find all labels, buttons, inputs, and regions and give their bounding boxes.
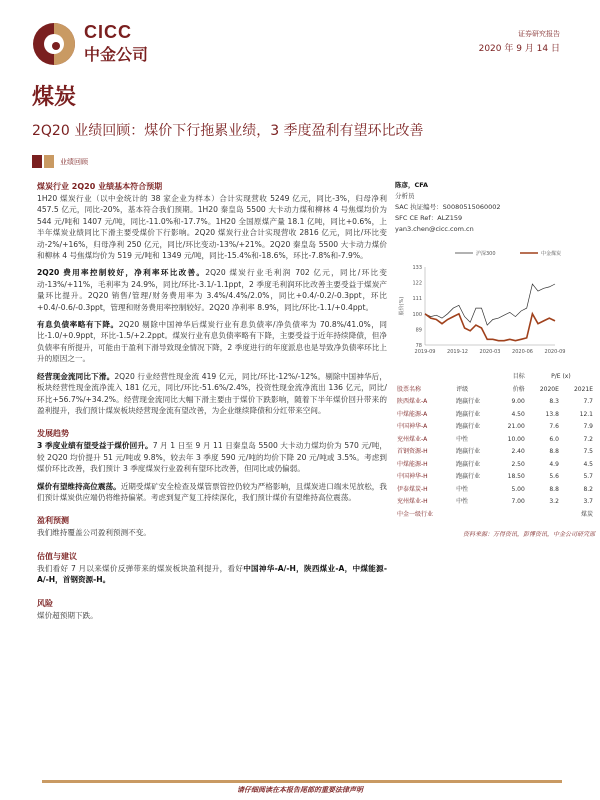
table-row [395,446,595,459]
table-cell: 中性 [456,435,469,443]
legend-label: 沪深300 [476,251,496,257]
stock-name[interactable]: 中金一级行业 [397,510,434,518]
chart-source: 资料来源：万得资讯，彭博资讯，中金公司研究部 [462,531,595,538]
sidebar [395,180,595,539]
section-heading: 风险 [37,598,53,608]
logo-text-cn: 中金公司 [84,45,149,64]
report-title: 2Q20 业绩回顾：煤价下行拖累业绩，3 季度盈利有望环比改善 [32,123,424,139]
table-row [395,471,595,484]
header-pe: P/E (x) [551,373,571,381]
paragraph: 煤价超预期下跌。 [37,610,98,620]
cicc-logo [32,22,162,72]
table-cell: 5.00 [511,485,525,493]
table-cell: 8.8 [549,485,559,493]
table-cell [527,509,561,522]
column-header: 价格 [512,385,525,393]
table-cell: 7.2 [583,435,593,443]
table-cell: 13.8 [545,410,559,418]
paragraph [37,319,387,365]
table-cell: 跑赢行业 [456,423,481,431]
stock-name[interactable]: 伊泰煤炭-H [397,485,428,493]
table-cell [454,509,495,522]
table-row [395,496,595,509]
paragraph-text: 2Q20 煤炭行业毛利润 702 亿元，同比/环比变动-13%/+11%，毛利率为 24.9%，同比/环比-3.1/-1.1ppt，2 季度毛利润环比改善主要受益于煤炭产量环比提升。2Q20 销售/管理/财务费用率为 3.4%/4.4%/2.0%，同比+0.4/-0.2/-0.3ppt，环比+0.4/-0.6/-0.3ppt，管理和财务费用率控制较好。2Q20 净利率 8.9%，同比/环比-1.1/+0.4ppt。 [37,268,387,312]
paragraph-text: 7 月 1 日至 9 月 11 日秦皇岛 5500 大卡动力煤均价为 570 元/吨，较 2Q20 均价提升 51 元/吨或 9.8%，较去年 3 季度 590 元/吨的均价下降 20 元/吨或 3.5%。考虑到煤价环比改善，我们预计 3 季度煤炭行业盈利有望环比改善，但同比或仍偏弱。 [37,441,387,474]
table-cell: 7.6 [549,423,559,431]
paragraph-text: 近期受煤矿安全检查及煤管票管控仍较为严格影响，且煤炭进口端未见放松，我们预计煤炭供应端仍将维持偏紧。考虑到复产复工持续深化，我们预计煤价有望维持高位震荡。 [37,481,387,502]
footer-disclaimer: 请仔细阅读在本报告尾部的重要法律声明 [237,786,363,794]
stock-name[interactable]: 中国神华-H [397,473,428,481]
table-cell: 4.9 [549,460,559,468]
table-cell: 跑赢行业 [456,410,481,418]
table-row [395,421,595,434]
table-row [395,509,595,522]
table-cell: 7.7 [583,398,593,406]
report-type: 证券研究报告 [518,30,560,38]
table-cell: 4.50 [511,410,525,418]
industry-title: 煤炭 [32,84,77,110]
paragraph [37,267,387,313]
paragraph [37,481,387,504]
section-heading: 煤炭行业 2Q20 业绩基本符合预期 [37,182,163,191]
table-cell: 中性 [456,485,469,493]
table-cell: 3.2 [549,498,559,506]
table-row [395,434,595,447]
table-row [395,409,595,422]
header-target: 目标 [512,373,525,381]
table-cell: 5.6 [549,473,559,481]
table-cell: 6.0 [549,435,559,443]
y-axis-label: 股价(%) [399,296,405,316]
y-tick-label: 122 [412,280,422,287]
table-cell: 9.00 [511,398,525,406]
y-tick-label: 100 [412,311,422,318]
stock-name[interactable]: 首钢资源-H [397,448,428,456]
y-tick-label: 89 [415,327,422,334]
footer-divider [42,780,562,783]
paragraph: 1H20 煤炭行业（以中金统计的 38 家企业为样本）合计实现营收 5249 亿元，同比-3%，归母净利 457.5 亿元，同比-20%，基本符合我们预期。1H20 秦皇岛 5500 大卡动力煤和柳林 4 号焦煤均价为 544 元/吨和 1407 元/吨，同比-11.0%和-17.7%。1H20 全国原煤产量 18.1 亿吨，同比+0.6%，上半年煤炭业绩同比下滑主要受煤价下行影响。2Q20 煤炭行业合计实现营收 2816 亿元，同比/环比变动-2%/+16%，归母净利 250 亿元，同比/环比变动-13%/+21%。2Q20 秦皇岛 5500 大卡动力煤价和柳林 4 号焦煤均价为 519 元/吨和 1349 元/吨，同比-15.4%和-18.6%，环比-7.8%和-7.9%。 [37,194,387,261]
paragraph [37,371,387,417]
table-cell: 12.1 [579,410,593,418]
table-cell: 2.50 [511,460,525,468]
table-cell: 4.5 [583,460,593,468]
table-cell: 10.00 [507,435,525,443]
table-cell: 2.40 [511,448,525,456]
paragraph-text: 2Q20 剔除中国神华后煤炭行业有息负债率/净负债率为 70.8%/41.0%，同比-1.0/+0.9ppt，环比-1.5/+2.2ppt。煤炭行业有息负债率略有下降，主要受益于近年持续降债，但净负债率有所提升，可能由于盈利下滑导致现金情况下降，2 季度进行的年度派息也是导致净负债率环比上升的原因之一。 [37,320,387,364]
main-body [37,181,387,771]
table-cell [496,509,527,522]
stock-name[interactable]: 中国神华-A [397,423,428,431]
x-tick-label: 2019-12 [447,349,468,355]
table-cell: 跑赢行业 [456,398,481,406]
table-row [395,459,595,472]
legend-label: 中金煤炭 [541,251,562,257]
stock-name[interactable]: 陕西煤业-A [397,398,428,406]
y-tick-label: 133 [412,265,422,271]
analyst-sac: SAC 执证编号：S0080515060002 [395,203,501,211]
table-row [395,484,595,497]
analyst-sfc: SFC CE Ref：ALZ159 [395,214,463,222]
tag-label: 业绩回顾 [60,157,88,166]
x-tick-label: 2019-09 [414,349,436,355]
table-cell: 7.9 [583,423,593,431]
x-tick-label: 2020-09 [544,349,566,355]
logo-text-en: CICC [84,22,132,42]
paragraph-lead: 3 季度业绩有望受益于煤价回升。 [37,441,153,451]
y-tick-label: 111 [412,296,422,303]
table-cell: 8.8 [549,448,559,456]
table-cell: 21.00 [507,423,525,431]
series-line-1 [425,314,555,341]
section-heading: 估值与建议 [37,551,77,561]
table-header-row [395,384,595,397]
table-cell: 中性 [456,498,469,506]
table-cell: 跑赢行业 [456,460,481,468]
column-header: 2020E [539,385,559,393]
paragraph-text: 我们看好 7 月以来煤价反弹带来的煤炭板块盈利提升，看好 [37,563,244,573]
table-cell: 7.5 [583,448,593,456]
recommended-stocks: 中国神华-A/-H，陕西煤业-A，中煤能源-A/-H，首钢资源-H。 [37,563,387,585]
section-heading: 盈利预测 [37,516,69,526]
analyst-name: 陈彦，CFA [395,181,428,189]
paragraph [37,440,387,474]
logo-mark-icon [32,22,76,66]
y-tick-label: 78 [415,343,422,349]
tag-square-dark [32,155,42,168]
table-cell: 煤炭 [580,510,593,518]
price-chart [395,245,595,365]
tag-square-gold [44,155,54,168]
table-row [395,396,595,409]
stock-name[interactable]: 中煤能源-H [397,460,428,468]
valuation-table [395,371,595,521]
table-cell: 3.7 [583,498,593,506]
paragraph-lead: 煤价有望维持高位震荡。 [37,481,121,491]
column-header: 评级 [456,385,469,393]
analyst-role: 分析员 [395,192,415,200]
paragraph-lead: 经营现金流同比下滑。 [37,371,115,381]
column-header: 2021E [573,385,593,393]
report-tag [32,155,88,168]
paragraph: 我们维持覆盖公司盈利预测不变。 [37,528,151,538]
column-header: 股票名称 [397,385,422,393]
table-cell: 8.2 [583,485,593,493]
stock-name[interactable]: 中煤能源-A [397,410,428,418]
table-cell: 8.3 [549,398,559,406]
paragraph-lead: 有息负债率略有下降。 [37,320,119,330]
table-cell: 跑赢行业 [456,473,481,481]
paragraph-text: 2Q20 行业经营性现金流 419 亿元，同比/环比-12%/-12%。剔除中国神华后，板块经营性现金流净流入 181 亿元，同比/环比-51.6%/2.4%，投资性现金流净流出 136 亿元，同比/环比+56.7%/+34.2%。经营现金流同比大幅下滑主要由于煤价下跌影响，随着下半年煤价回升带来的盈利提升，我们预计煤炭板块经营现金流有望改善，为企业继续降债和分红带来空间。 [37,371,387,415]
table-cell: 跑赢行业 [456,448,481,456]
x-tick-label: 2020-03 [479,349,501,355]
paragraph-lead: 2Q20 费用率控制较好，净利率环比改善。 [37,268,206,278]
paragraph [37,563,387,586]
x-tick-label: 2020-06 [512,349,533,355]
section-heading: 发展趋势 [37,429,69,439]
report-date: 2020 年 9 月 14 日 [478,44,560,54]
stock-name[interactable]: 兖州煤业-A [397,435,428,443]
table-cell: 18.50 [507,473,525,481]
table-cell: 7.00 [511,498,525,506]
analyst-email[interactable]: yan3.chen@cicc.com.cn [395,225,474,233]
stock-name[interactable]: 兖州煤业-H [397,498,428,506]
table-cell: 5.7 [583,473,593,481]
